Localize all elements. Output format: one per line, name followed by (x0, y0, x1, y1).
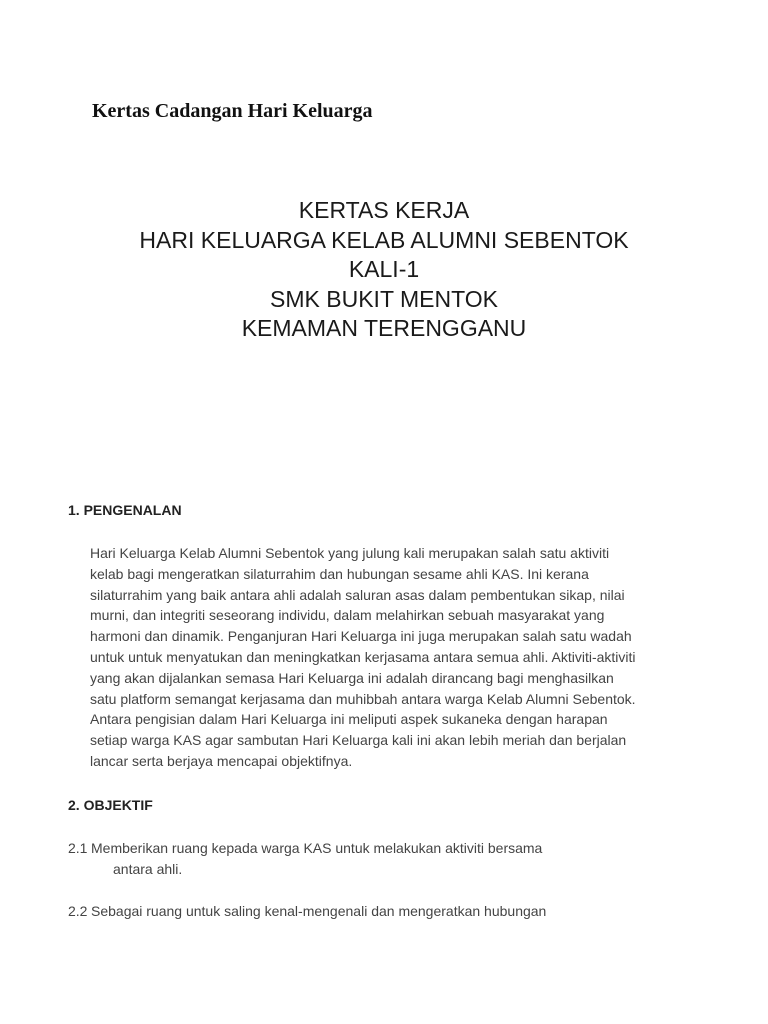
paragraph-line: setiap warga KAS agar sambutan Hari Keluarga kali ini akan lebih meriah dan berjalan (90, 732, 627, 749)
paragraph-line: lancar serta berjaya mencapai objektifnya. (90, 752, 353, 769)
paragraph-line: murni, dan integriti seseorang individu, dalam melahirkan sebuah masyarakat yang (90, 607, 605, 624)
heading-line: HARI KELUARGA KELAB ALUMNI SEBENTOK (139, 226, 629, 253)
objective-number: 2.2 (68, 903, 88, 919)
paragraph-line: Hari Keluarga Kelab Alumni Sebentok yang julung kali merupakan salah satu aktiviti (90, 545, 610, 561)
paragraph-line: kelab bagi mengeratkan silaturrahim dan hubungan sesame ahli KAS. Ini kerana (90, 565, 589, 582)
pengenalan-paragraph (90, 543, 690, 772)
objective-text: Sebagai ruang untuk saling kenal-mengenali dan mengeratkan hubungan (91, 903, 547, 919)
paragraph-line: silaturrahim yang baik antara ahli adalah saluran asas dalam pembentukan sikap, nilai (90, 586, 625, 603)
objective-item (68, 901, 546, 922)
document-title: Kertas Cadangan Hari Keluarga (92, 100, 373, 122)
paragraph-line: satu platform semangat kerjasama dan muhibbah antara warga Kelab Alumni Sebentok. (90, 690, 636, 707)
objective-text: Memberikan ruang kepada warga KAS untuk melakukan aktiviti bersama (91, 840, 543, 856)
paragraph-line: untuk untuk menyatukan dan meningkatkan kerjasama antara semua ahli. Aktiviti-aktiviti (90, 648, 636, 665)
paragraph-line: Antara pengisian dalam Hari Keluarga ini meliputi aspek sukaneka dengan harapan (90, 711, 608, 728)
proposal-heading (0, 196, 768, 344)
section-title-pengenalan: 1. PENGENALAN (68, 502, 182, 518)
heading-line: SMK BUKIT MENTOK (270, 285, 498, 312)
heading-line: KALI-1 (348, 256, 420, 282)
section-title-objektif: 2. OBJEKTIF (68, 797, 153, 813)
paragraph-line: yang akan dijalankan semasa Hari Keluarga ini adalah dirancang bagi menghasilkan (90, 669, 614, 686)
objective-number: 2.1 (68, 840, 88, 856)
heading-line: KEMAMAN TERENGGANU (241, 315, 527, 341)
paragraph-line: harmoni dan dinamik. Penganjuran Hari Keluarga ini juga merupakan salah satu wadah (90, 628, 632, 645)
objective-item (68, 838, 542, 880)
objective-continuation: antara ahli. (113, 861, 183, 877)
heading-line: KERTAS KERJA (298, 197, 470, 223)
